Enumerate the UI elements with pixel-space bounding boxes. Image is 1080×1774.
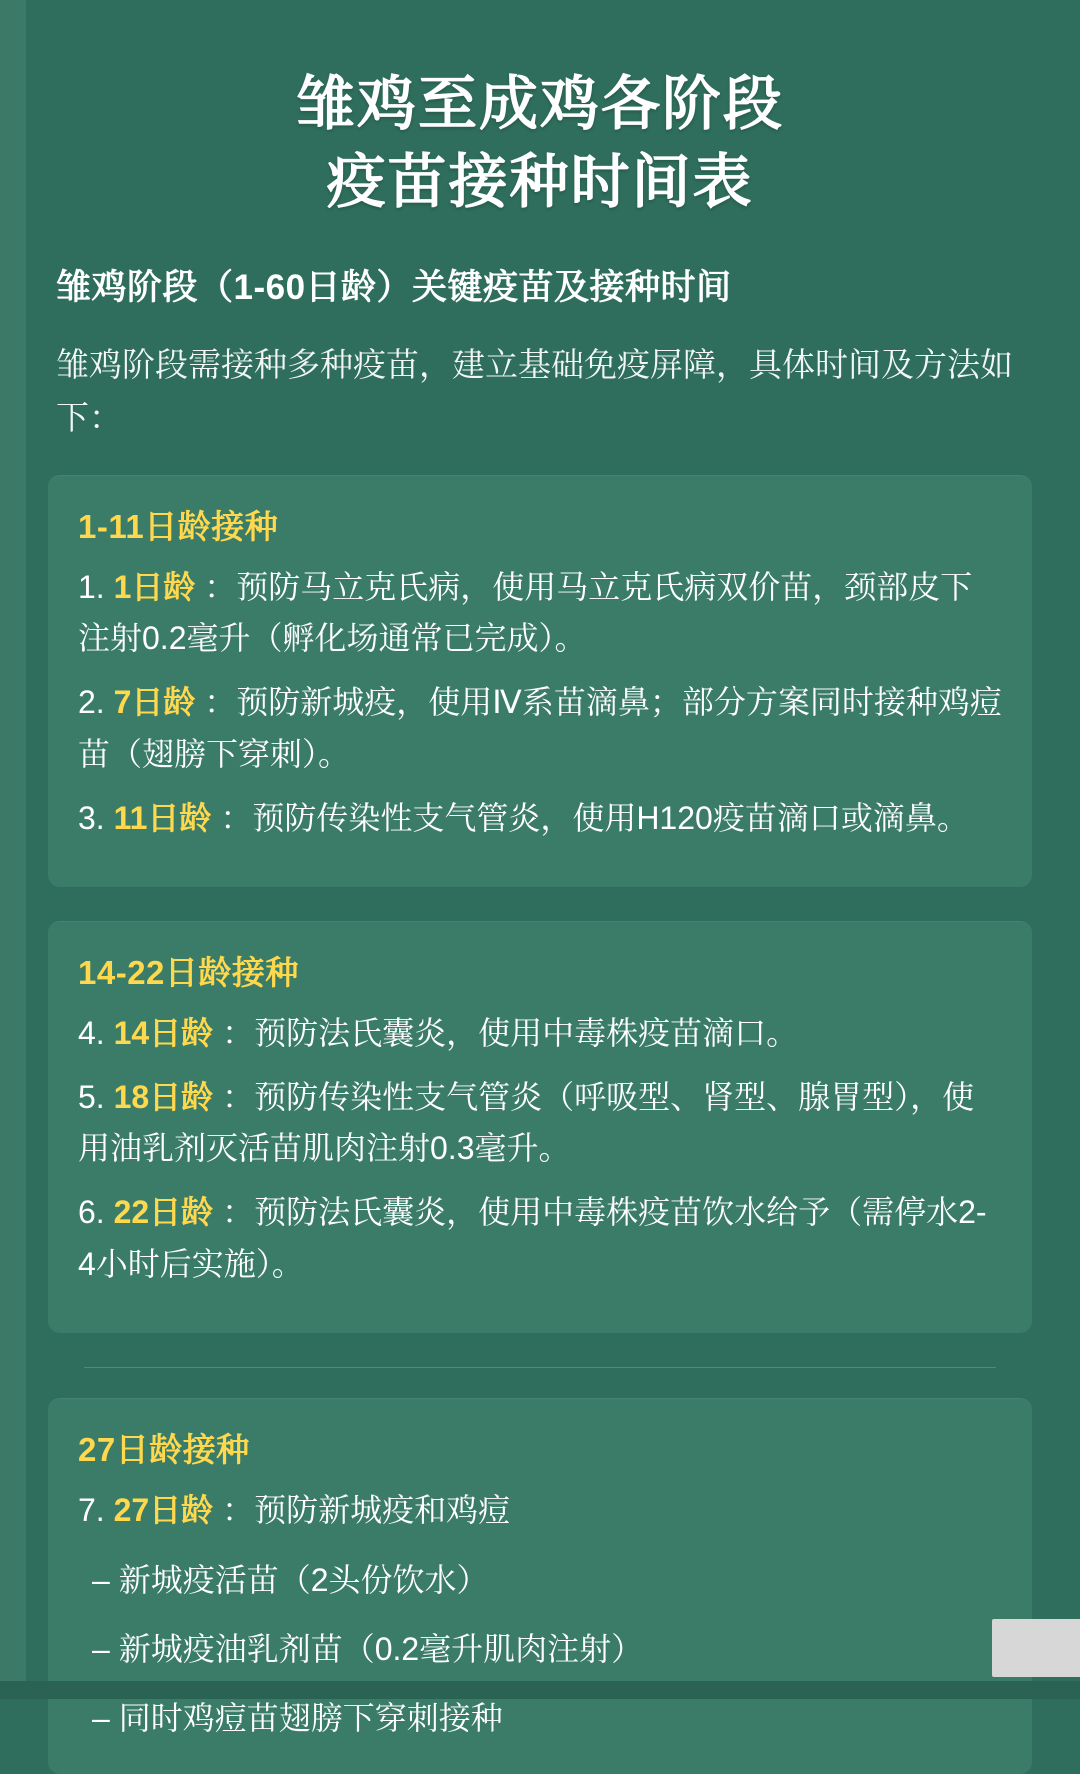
title-line-1: 雏鸡至成鸡各阶段	[295, 71, 784, 137]
item-text: ：预防马立克氏病，使用马立克氏病双价苗，颈部皮下注射0.2毫升（孵化场通常已完成）。	[78, 568, 973, 657]
item-text: ：预防法氏囊炎，使用中毒株疫苗饮水给予（需停水2-4小时后实施）。	[78, 1194, 987, 1283]
item-index: 2.	[78, 684, 105, 721]
stage-card	[48, 921, 1032, 1333]
item-age: 18日龄	[113, 1078, 214, 1115]
page-title	[44, 66, 1036, 222]
item-age: 14日龄	[113, 1014, 214, 1051]
stage-card	[48, 1398, 1032, 1774]
list-item	[78, 793, 1002, 845]
list-item	[78, 677, 1002, 781]
list-item: – 同时鸡痘苗翅膀下穿刺接种	[92, 1700, 503, 1737]
title-line-2: 疫苗接种时间表	[326, 148, 754, 215]
section-divider	[84, 1367, 996, 1368]
item-text: ：预防法氏囊炎，使用中毒株疫苗滴口。	[222, 1014, 799, 1051]
item-text: ：预防新城疫和鸡痘	[222, 1491, 511, 1528]
list-item: – 新城疫活苗（2头份饮水）	[92, 1561, 489, 1598]
list-item	[78, 1187, 1002, 1291]
item-age: 11日龄	[113, 799, 212, 836]
item-index: 3.	[78, 799, 105, 836]
item-index: 1.	[78, 568, 105, 605]
list-item	[78, 1072, 1002, 1176]
item-text: ：预防新城疫，使用Ⅳ系苗滴鼻；部分方案同时接种鸡痘苗（翅膀下穿刺）。	[78, 684, 1002, 773]
item-index: 6.	[78, 1194, 105, 1231]
card-title: 14-22日龄接种	[78, 953, 299, 991]
intro-paragraph: 雏鸡阶段需接种多种疫苗，建立基础免疫屏障，具体时间及方法如下：	[56, 345, 1013, 437]
item-index: 5.	[78, 1078, 105, 1115]
list-item: – 新城疫油乳剂苗（0.2毫升肌肉注射）	[92, 1630, 644, 1667]
corner-placeholder-block	[992, 1619, 1080, 1677]
list-item	[78, 562, 1002, 666]
item-index: 7.	[78, 1491, 105, 1528]
item-text: ：预防传染性支气管炎，使用H120疫苗滴口或滴鼻。	[220, 799, 969, 836]
list-item	[78, 1008, 1002, 1060]
item-text: ：预防传染性支气管炎（呼吸型、肾型、腺胃型），使用油乳剂灭活苗肌肉注射0.3毫升。	[78, 1078, 975, 1167]
list-item	[78, 1485, 1002, 1537]
section-heading: 雏鸡阶段（1-60日龄）关键疫苗及接种时间	[56, 267, 732, 307]
card-title: 1-11日龄接种	[78, 507, 279, 545]
item-age: 7日龄	[113, 684, 196, 721]
item-age: 22日龄	[113, 1194, 214, 1231]
card-title: 27日龄接种	[78, 1430, 250, 1468]
stage-card	[48, 475, 1032, 887]
item-age: 27日龄	[113, 1491, 214, 1528]
item-index: 4.	[78, 1014, 105, 1051]
bottom-bar	[0, 1681, 1080, 1699]
item-age: 1日龄	[113, 568, 196, 605]
